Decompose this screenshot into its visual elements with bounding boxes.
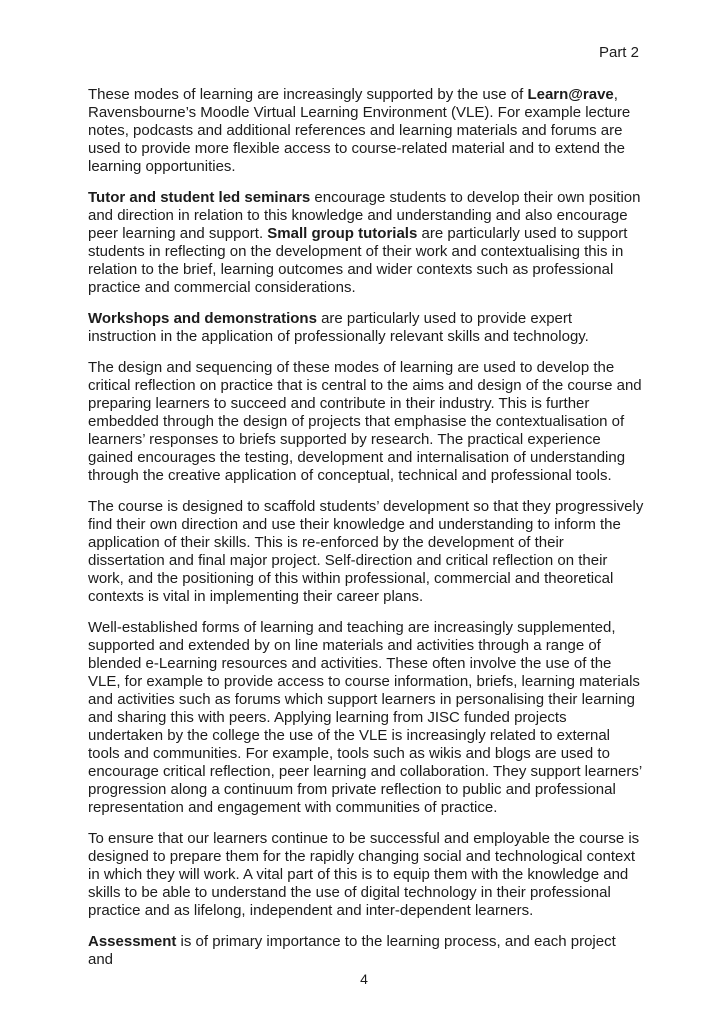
paragraph [88,359,644,485]
text-run: The design and sequencing of these modes of learning are used to develop the critical reflection on practice that is central to the aims and design of the course and preparing learners to succeed and contribute in their industry. This is further embedded through the design of projects that emphasise the contextualisation of learners’ responses to briefs supported by research. The practical experience gained encourages the testing, development and internalisation of understanding through the creative application of conceptual, technical and professional tools. [88,359,642,484]
document-body [88,86,644,982]
text-run: are particularly used to provide expert instruction in the application of professionally relevant skills and technology. [88,310,589,345]
text-run: is of primary importance to the learning process, and each project and [88,933,616,968]
text-run: Well-established forms of learning and teaching are increasingly supplemented, supported and extended by on line materials and activities through a range of blended e-Learning resources and activities. These often involve the use of the VLE, for example to provide access to course information, briefs, learning materials and activities such as forums which support learners in personalising their learning and sharing this with peers. Applying learning from JISC funded projects undertaken by the college the use of the VLE is increasingly related to external tools and communities. For example, tools such as wikis and blogs are used to encourage critical reflection, peer learning and collaboration. They support learners’ progression along a continuum from private reflection to public and professional representation and engagement with communities of practice. [88,619,642,816]
paragraph [88,498,644,606]
paragraph [88,830,644,920]
text-run: are particularly used to support students in reflecting on the development of their work and contextualising this in relation to the brief, learning outcomes and wider contexts such as professional practice and commercial considerations. [88,225,628,296]
paragraph [88,86,644,176]
text-run: These modes of learning are increasingly supported by the use of [88,86,528,103]
bold-text-run: Learn@rave [527,86,614,103]
text-run: encourage students to develop their own position and direction in relation to this knowledge and understanding and also encourage peer learning and support. [88,189,641,242]
page-number: 4 [360,971,368,987]
bold-text-run: Small group tutorials [267,225,418,242]
page-header-part-label: Part 2 [598,44,639,61]
bold-text-run: Tutor and student led seminars [88,189,311,206]
paragraph [88,310,644,346]
bold-text-run: Workshops and demonstrations [88,310,317,327]
text-run: To ensure that our learners continue to be successful and employable the course is designed to prepare them for the rapidly changing social and technological context in which they will work. A vital part of this is to equip them with the knowledge and skills to be able to understand the use of digital technology in their professional practice and as lifelong, independent and inter-dependent learners. [88,830,640,919]
bold-text-run: Assessment [88,933,177,950]
text-run: The course is designed to scaffold students’ development so that they progressively find their own direction and use their knowledge and understanding to inform the application of their skills. This is re-enforced by the development of their dissertation and final major project. Self-direction and critical reflection on their work, and the positioning of this within professional, commercial and theoretical contexts is vital in implementing their career plans. [88,498,644,605]
paragraph [88,189,644,297]
text-run: , Ravensbourne’s Moodle Virtual Learning Environment (VLE). For example lecture notes, podcasts and additional references and learning materials and forums are used to provide more flexible access to course-related material and to extend the learning opportunities. [88,86,631,175]
paragraph [88,619,644,817]
paragraph [88,933,644,969]
